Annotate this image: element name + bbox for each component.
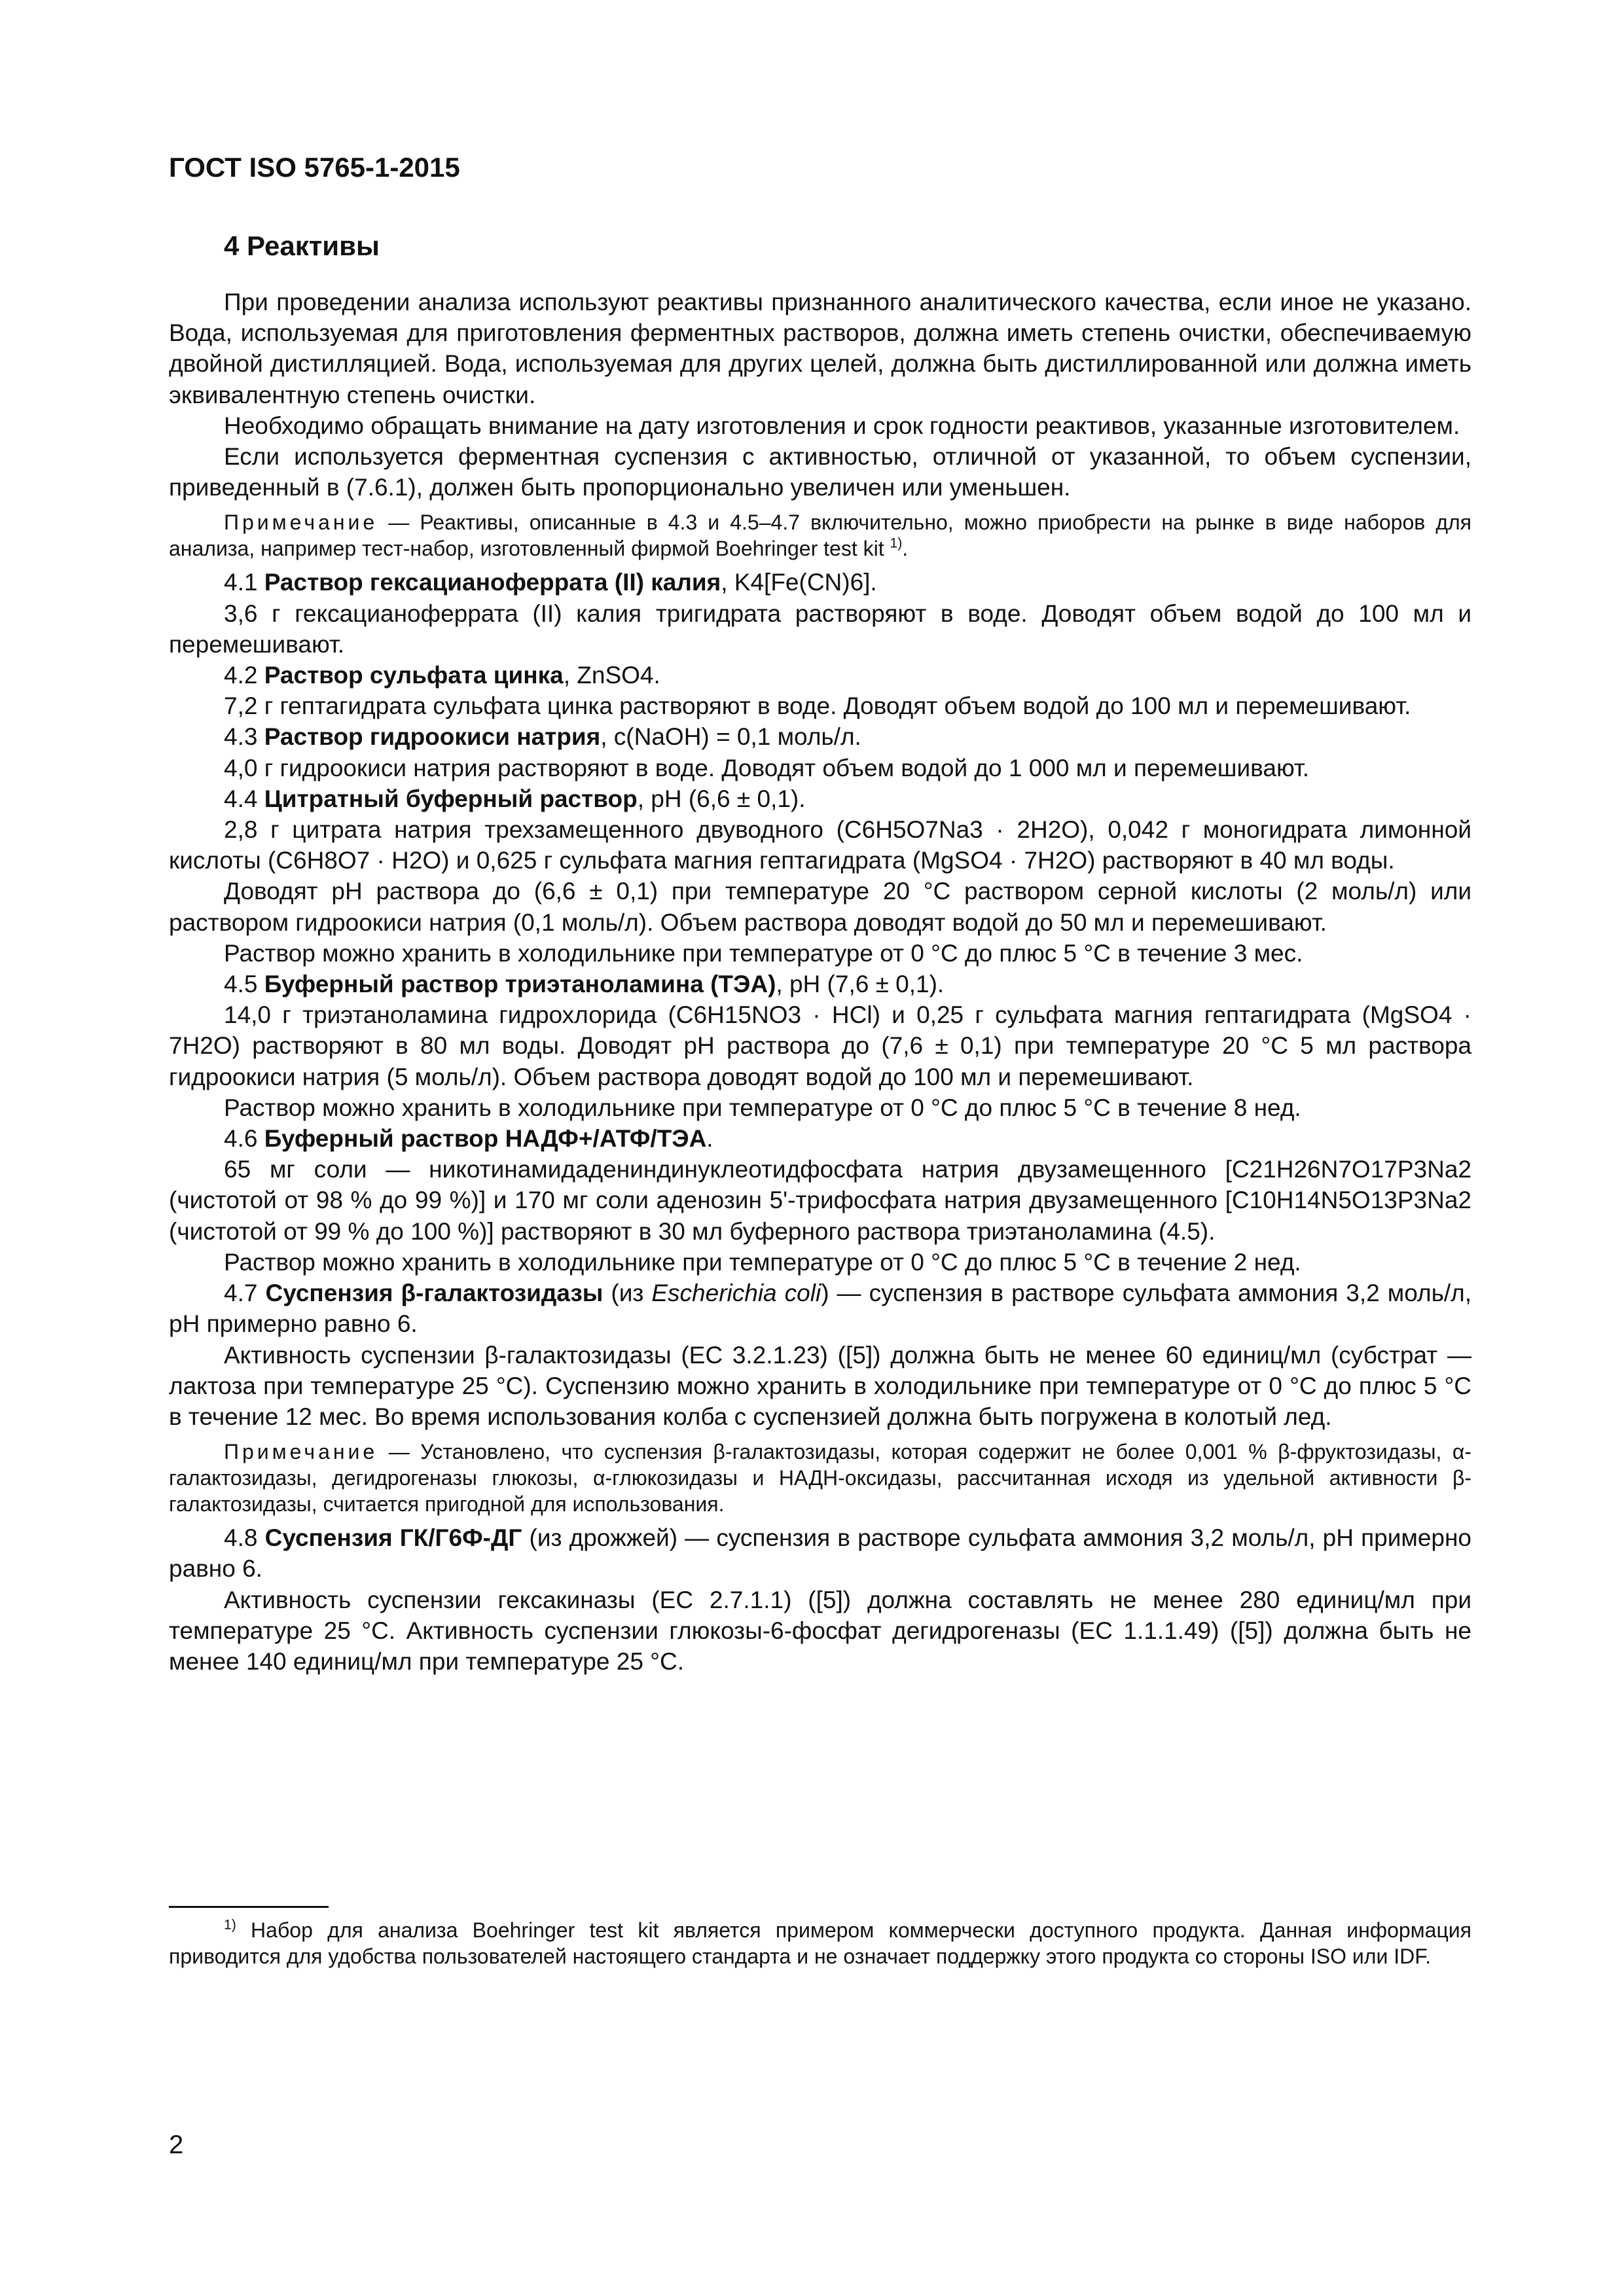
clause-title: Буферный раствор триэтаноламина (ТЭА) (264, 971, 776, 998)
clause-number: 4.4 (224, 785, 264, 812)
clause-title: Суспензия ГК/Г6Ф-ДГ (264, 1524, 522, 1552)
clause-4-5-heading (169, 969, 1471, 999)
footnote-text: Набор для анализа Boehringer test kit является примером коммерчески доступного продукта. Данная информация приводится для удобства пользователей настоящего стандарта и не означает поддержку этого продукта со стороны ISO или IDF. (169, 1918, 1471, 1968)
note-2-text: — Установлено, что суспензия β-галактозидазы, которая содержит не более 0,001 % β-фруктозидазы, α-галактозидазы, дегидрогеназы глюкозы, α-глюкозидазы и НАДН-оксидазы, рассчитанная исходя из удельной активности β-галактозидазы, считается пригодной для использования. (169, 1440, 1471, 1516)
clause-title: Цитратный буферный раствор (264, 785, 638, 812)
clause-4-5-body: 14,0 г триэтаноламина гидрохлорида (C6H15NO3 · HCl) и 0,25 г сульфата магния гептагидрата (MgSO4 · 7H2O) растворяют в 80 мл воды. Доводят pH раствора до (7,6 ± 0,1) при температуре 20 °C 5 мл раствора гидроокиси натрия (5 моль/л). Объем раствора доводят водой до 100 мл и перемешивают. (169, 1001, 1471, 1090)
clause-4-3-heading (169, 721, 1471, 752)
note-1-text: — Реактивы, описанные в 4.3 и 4.5–4.7 включительно, можно приобрести на рынке в виде наборов для анализа, например тест-набор, изготовленный фирмой Boehringer test kit (169, 511, 1471, 561)
clause-post: (из дрожжей) — суспензия в растворе сульфата аммония 3,2 моль/л, pH примерно равно 6. (169, 1524, 1471, 1583)
clause-post: ) — суспензия в растворе сульфата аммония 3,2 моль/л, pH примерно равно 6. (169, 1280, 1471, 1338)
intro-paragraph-2: Необходимо обращать внимание на дату изготовления и срок годности реактивов, указанные изготовителем. (224, 412, 1460, 439)
clause-number: 4.8 (224, 1524, 265, 1552)
intro-paragraph-1: При проведении анализа используют реактивы признанного аналитического качества, если иное не указано. Вода, используемая для приготовления ферментных растворов, должна иметь степень очистки, обеспечиваемую двойной дистилляцией. Вода, используемая для других целей, должна быть дистиллированной или должна иметь эквивалентную степень очистки. (169, 289, 1471, 408)
note-2-label: Примечание (224, 1440, 378, 1464)
clause-formula: , pH (7,6 ± 0,1). (776, 971, 945, 998)
clause-4-1-heading (169, 567, 1471, 598)
clause-title: Суспензия β-галактозидазы (265, 1280, 604, 1307)
standard-header: ГОСТ ISO 5765-1-2015 (169, 152, 460, 183)
section-content (169, 287, 1471, 1677)
clause-formula: , ZnSO4. (563, 662, 660, 689)
clause-4-2-heading (169, 660, 1471, 691)
clause-4-4-body-2: Доводят pH раствора до (6,6 ± 0,1) при температуре 20 °C раствором серной кислоты (2 моль/л) или раствором гидроокиси натрия (0,1 моль/л). Объем раствора доводят водой до 50 мл и перемешивают. (169, 878, 1471, 936)
clause-4-7-body: Активность суспензии β-галактозидазы (EC 3.2.1.23) ([5]) должна быть не менее 60 единиц/мл (субстрат — лактоза при температуре 25 °C). Суспензию можно хранить в холодильнике при температуре от 0 °C до плюс 5 °C в течение 12 мес. Во время использования колба с суспензией должна быть погружена в колотый лед. (169, 1341, 1471, 1430)
clause-formula: , K4[Fe(CN)6]. (721, 569, 877, 596)
page-number: 2 (169, 2130, 184, 2159)
clause-4-1-body: 3,6 г гексацианоферрата (II) калия тригидрата растворяют в воде. Доводят объем водой до 100 мл и перемешивают. (169, 600, 1471, 658)
clause-title: Раствор сульфата цинка (264, 662, 564, 689)
note-1-label: Примечание (224, 511, 378, 535)
clause-number: 4.2 (224, 662, 264, 689)
clause-pre: (из (603, 1280, 652, 1307)
organism-name: Escherichia coli (651, 1280, 821, 1307)
intro-paragraph-3: Если используется ферментная суспензия с активностью, отличной от указанной, то объем суспензии, приведенный в (7.6.1), должен быть пропорционально увеличен или уменьшен. (169, 443, 1471, 501)
clause-4-7-heading (169, 1278, 1471, 1339)
footnote-marker: 1) (224, 1917, 236, 1933)
note-1-end: . (902, 537, 909, 561)
footnote-divider (169, 1906, 329, 1908)
clause-formula: , pH (6,6 ± 0,1). (637, 785, 806, 812)
clause-number: 4.7 (224, 1280, 266, 1307)
section-title: 4 Реактивы (224, 230, 380, 261)
clause-4-8-heading (169, 1522, 1471, 1584)
clause-number: 4.6 (224, 1125, 264, 1153)
clause-4-4-heading (169, 783, 1471, 814)
clause-title: Раствор гексацианоферрата (II) калия (264, 569, 721, 596)
clause-4-3-body: 4,0 г гидроокиси натрия растворяют в воде. Доводят объем водой до 1 000 мл и перемешивают. (224, 754, 1310, 781)
footnote (169, 1917, 1471, 1969)
clause-4-5-body-2: Раствор можно хранить в холодильнике при температуре от 0 °C до плюс 5 °C в течение 8 нед. (224, 1094, 1301, 1121)
clause-formula: , c(NaOH) = 0,1 моль/л. (600, 723, 861, 751)
clause-title: Буферный раствор НАДФ+/АТФ/ТЭА (264, 1125, 707, 1153)
clause-4-2-body: 7,2 г гептагидрата сульфата цинка растворяют в воде. Доводят объем водой до 100 мл и перемешивают. (224, 692, 1411, 720)
clause-4-6-body: 65 мг соли — никотинамидадениндинуклеотидфосфата натрия двузамещенного [C21H26N7O17P3Na2 (чистотой от 98 % до 99 %)] и 170 мг соли аденозин 5'-трифосфата натрия двузамещенного [C10H14N5O13P3Na2 (чистотой от 99 % до 100 %)] растворяют в 30 мл буферного раствора триэтаноламина (4.5). (169, 1156, 1471, 1245)
clause-number: 4.1 (224, 569, 264, 596)
clause-4-4-body-3: Раствор можно хранить в холодильнике при температуре от 0 °C до плюс 5 °C в течение 3 мес. (224, 939, 1303, 967)
clause-4-4-body: 2,8 г цитрата натрия трехзамещенного двуводного (C6H5O7Na3 · 2H2O), 0,042 г моногидрата лимонной кислоты (C6H8O7 · H2O) и 0,625 г сульфата магния гептагидрата (MgSO4 · 7H2O) растворяют в 40 мл воды. (169, 816, 1471, 874)
clause-4-8-body: Активность суспензии гексакиназы (EC 2.7.1.1) ([5]) должна составлять не менее 280 единиц/мл при температуре 25 °C. Активность суспензии глюкозы-6-фосфат дегидрогеназы (EC 1.1.1.49) ([5]) должна быть не менее 140 единиц/мл при температуре 25 °C. (169, 1586, 1471, 1675)
clause-number: 4.3 (224, 723, 264, 751)
clause-title: Раствор гидроокиси натрия (264, 723, 601, 751)
clause-number: 4.5 (224, 971, 264, 998)
footnote-ref: 1) (890, 535, 903, 551)
note-2 (169, 1439, 1471, 1517)
clause-4-6-body-2: Раствор можно хранить в холодильнике при температуре от 0 °C до плюс 5 °C в течение 2 нед. (224, 1248, 1301, 1276)
clause-4-6-heading (169, 1123, 1471, 1154)
note-1 (169, 509, 1471, 562)
clause-formula: . (706, 1125, 713, 1153)
